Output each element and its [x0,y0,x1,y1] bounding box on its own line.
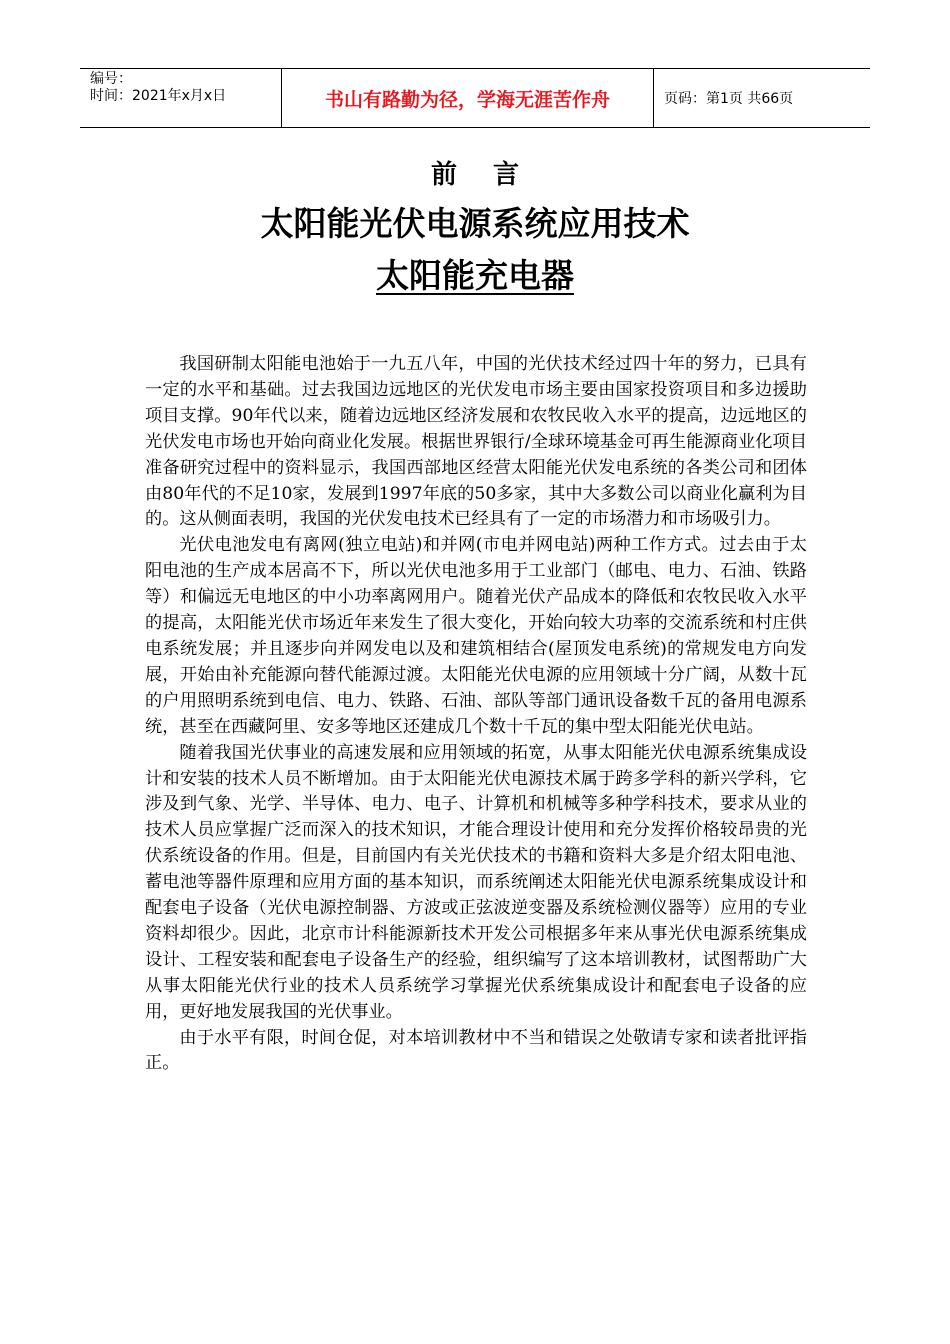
title-block [0,158,950,300]
doc-date-label: 时间：2021年x月x日 [90,88,227,104]
page-header [80,68,870,128]
paragraph-3: 随着我国光伏事业的高速发展和应用领域的拓宽，从事太阳能光伏电源系统集成设计和安装的技术人员不断增加。由于太阳能光伏电源技术属于跨多学科的新兴学科，它涉及到气象、光学、半导体、电力、电子、计算机和机械等多种学科技术，要求从业的技术人员应掌握广泛而深入的技术知识，才能合理设计使用和充分发挥价格较昂贵的光伏系统设备的作用。但是，目前国内有关光伏技术的书籍和资料大多是介绍太阳电池、蓄电池等器件原理和应用方面的基本知识，而系统阐述太阳能光伏电源系统集成设计和配套电子设备（光伏电源控制器、方波或正弦波逆变器及系统检测仪器等）应用的专业资料却很少。因此，北京市计科能源新技术开发公司根据多年来从事光伏电源系统集成设计、工程安装和配套电子设备生产的经验，组织编写了这本培训教材，试图帮助广大从事太阳能光伏行业的技术人员系统学习掌握光伏系统集成设计和配套电子设备的应用，更好地发展我国的光伏事业。 [145,742,807,1022]
header-motto: 书山有路勤为径，学海无涯苦作舟 [282,69,654,127]
preface-heading: 前言 [430,160,555,190]
doc-number-label: 编号： [90,71,132,87]
paragraph-2: 光伏电池发电有离网(独立电站)和并网(市电并网电站)两种工作方式。过去由于太阳电池的生产成本居高不下，所以光伏电池多用于工业部门（邮电、电力、石油、铁路等）和偏远无电地区的中小功率离网用户。随着光伏产品成本的降低和农牧民收入水平的提高，太阳能光伏市场近年来发生了很大变化，开始向较大功率的交流系统和村庄供电系统发展；并且逐步向并网发电以及和建筑相结合(屋顶发电系统)的常规发电方向发展，开始由补充能源向替代能源过渡。太阳能光伏电源的应用领域十分广阔，从数十瓦的户用照明系统到电信、电力、铁路、石油、部队等部门通讯设备数千瓦的备用电源系统，甚至在西藏阿里、安多等地区还建成几个数十千瓦的集中型太阳能光伏电站。 [145,535,807,737]
body-text [145,352,807,1077]
header-page-info: 页码：第1页 共66页 [664,91,794,107]
header-meta [80,69,282,127]
paragraph-1: 我国研制太阳能电池始于一九五八年，中国的光伏技术经过四十年的努力，已具有一定的水平和基础。过去我国边远地区的光伏发电市场主要由国家投资项目和多边援助项目支撑。90年代以来，随着边远地区经济发展和农牧民收入水平的提高，边远地区的光伏发电市场也开始向商业化发展。根据世界银行/全球环境基金可再生能源商业化项目准备研究过程中的资料显示，我国西部地区经营太阳能光伏发电系统的各类公司和团体由80年代的不足10家，发展到1997年底的50多家，其中大多数公司以商业化赢利为目的。这从侧面表明，我国的光伏发电技术已经具有了一定的市场潜力和市场吸引力。 [145,354,807,530]
sub-title: 太阳能充电器 [376,256,574,295]
paragraph-4: 由于水平有限，时间仓促，对本培训教材中不当和错误之处敬请专家和读者批评指正。 [145,1027,807,1074]
main-title: 太阳能光伏电源系统应用技术 [260,204,690,243]
